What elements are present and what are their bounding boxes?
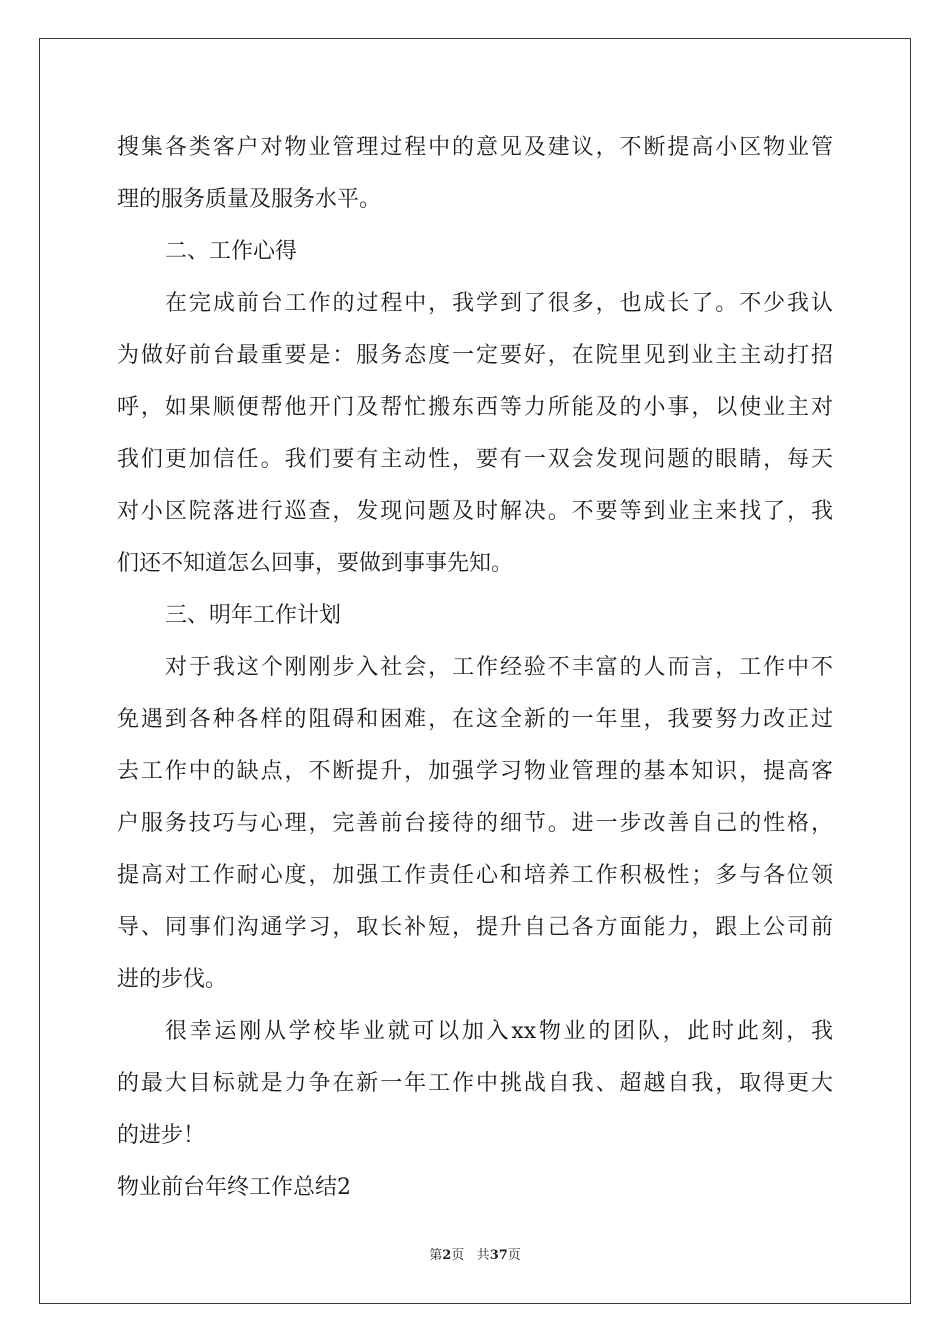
body-line: 们还不知道怎么回事，要做到事事先知。 [117,551,514,576]
document-title: 物业前台年终工作总结2 [117,1175,351,1200]
body-line: 提高对工作耐心度，加强工作责任心和培养工作积极性；多与各位领 [117,863,833,888]
body-line: 的最大目标就是力争在新一年工作中挑战自我、超越自我，取得更大 [117,1071,833,1096]
body-line: 的进步！ [117,1123,206,1148]
body-line: 我们更加信任。我们要有主动性，要有一双会发现问题的眼睛，每天 [117,447,833,472]
body-line: 去工作中的缺点，不断提升，加强学习物业管理的基本知识，提高客 [117,759,833,784]
paragraph-first-line: 对于我这个刚刚步入社会，工作经验不丰富的人而言，工作中不 [165,655,833,680]
section-heading: 三、明年工作计划 [165,603,342,628]
total-suffix: 页 [507,1248,521,1263]
body-line: 户服务技巧与心理，完善前台接待的细节。进一步改善自己的性格， [117,811,833,836]
paragraph-first-line: 很幸运刚从学校毕业就可以加入xx物业的团队，此时此刻，我 [165,1019,833,1044]
body-line: 免遇到各种各样的阻碍和困难，在这全新的一年里，我要努力改正过 [117,707,833,732]
page-prefix: 第 [429,1248,443,1263]
body-line: 对小区院落进行巡查，发现问题及时解决。不要等到业主来找了，我 [117,499,833,524]
body-line: 呼，如果顺便帮他开门及帮忙搬东西等力所能及的小事，以使业主对 [117,395,833,420]
body-line: 搜集各类客户对物业管理过程中的意见及建议，不断提高小区物业管 [117,135,833,160]
page-suffix: 页 [451,1248,465,1263]
body-line: 为做好前台最重要是：服务态度一定要好，在院里见到业主主动打招 [117,343,833,368]
body-line: 进的步伐。 [117,967,228,992]
total-pages: 37 [489,1248,508,1263]
body-line: 理的服务质量及服务水平。 [117,187,382,212]
body-line: 导、同事们沟通学习，取长补短，提升自己各方面能力，跟上公司前 [117,915,833,940]
page-footer [0,1247,950,1265]
page-number: 2 [442,1248,452,1263]
paragraph-first-line: 在完成前台工作的过程中，我学到了很多，也成长了。不少我认 [165,291,833,316]
section-heading: 二、工作心得 [165,239,298,264]
total-prefix: 共 [476,1248,490,1263]
